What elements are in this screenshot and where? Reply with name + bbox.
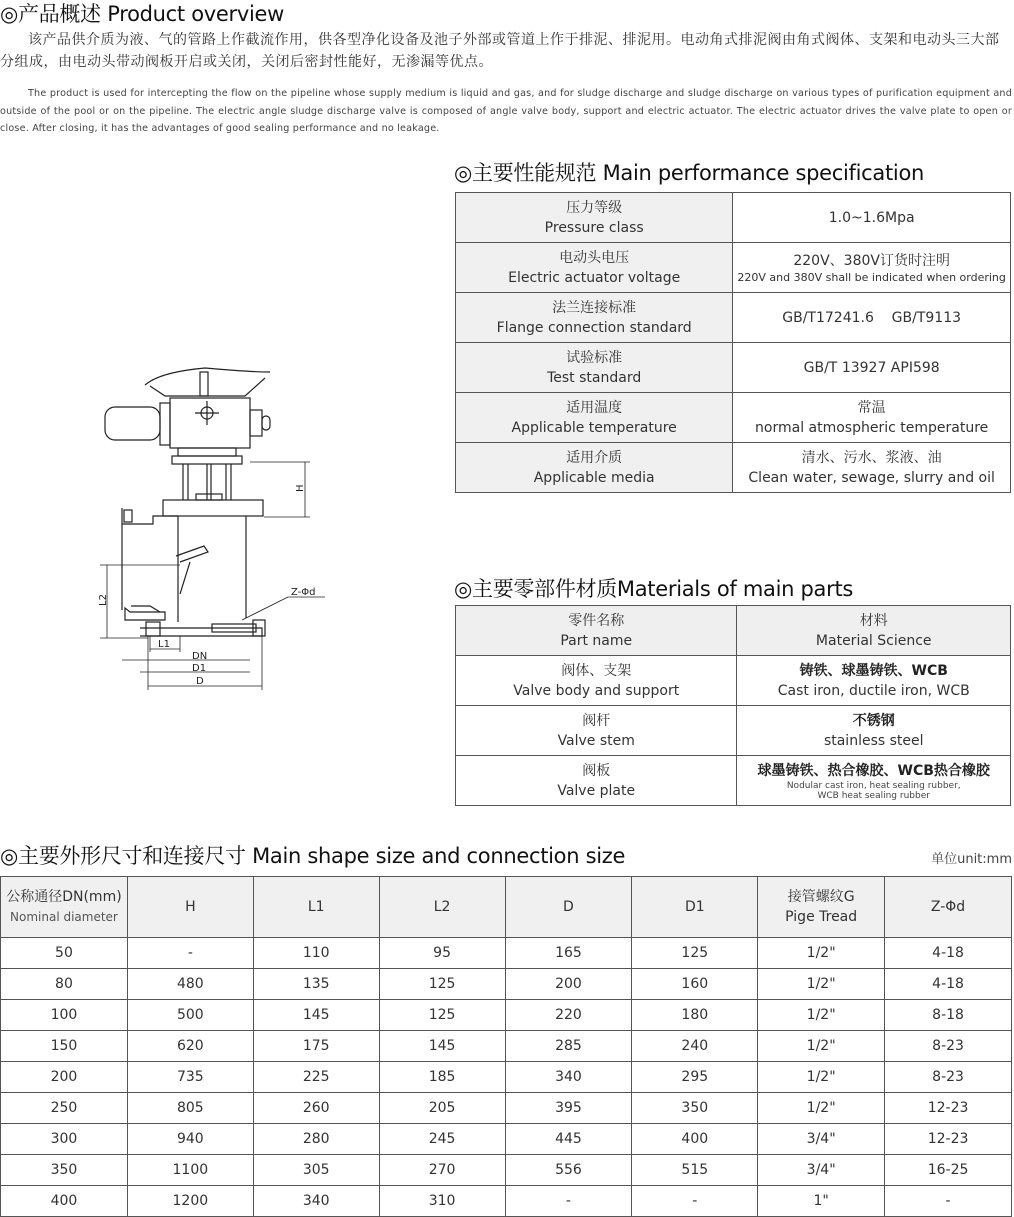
table-cell: 285: [505, 1031, 632, 1062]
materials-row: [456, 656, 1011, 706]
table-cell: -: [127, 938, 253, 969]
col-header-z: Z-Φd: [885, 877, 1012, 938]
table-cell: 480: [127, 969, 253, 1000]
part-name-en: Valve body and support: [513, 682, 680, 699]
table-cell: 100: [1, 1000, 128, 1031]
table-cell: 135: [253, 969, 379, 1000]
spec-row: [456, 393, 1011, 443]
spec-value: 1.0~1.6Mpa: [828, 209, 915, 226]
overview-title: ◎产品概述 Product overview: [0, 2, 284, 26]
table-cell: 805: [127, 1093, 253, 1124]
table-cell: 3/4": [758, 1155, 885, 1186]
table-cell: 95: [379, 938, 505, 969]
col-header-g: 接管螺纹G Pige Tread: [758, 877, 885, 938]
table-row: [1, 1000, 1012, 1031]
spec-key-cn: 法兰连接标准: [552, 299, 637, 316]
table-cell: 165: [505, 938, 632, 969]
table-cell: 310: [379, 1186, 505, 1217]
spec-key-cn: 适用温度: [566, 399, 623, 416]
table-row: [1, 1155, 1012, 1186]
spec-key-en: Pressure class: [544, 219, 644, 236]
table-cell: 200: [505, 969, 632, 1000]
valve-diagram: [90, 362, 350, 702]
spec-value: 220V、380V订货时注明: [793, 252, 950, 269]
col-header-l1: L1: [253, 877, 379, 938]
table-row: [1, 1186, 1012, 1217]
table-cell: 8-18: [885, 1000, 1012, 1031]
spec-value: 清水、污水、浆液、油: [801, 449, 942, 466]
material-cn: 不锈钢: [852, 712, 895, 729]
table-cell: 280: [253, 1124, 379, 1155]
table-cell: 1/2": [758, 1093, 885, 1124]
table-cell: -: [505, 1186, 632, 1217]
materials-header-part-en: Part name: [560, 632, 633, 649]
dim-label-dn: DN: [192, 651, 208, 662]
col-header-d1: D1: [632, 877, 758, 938]
part-name-en: Valve plate: [557, 782, 636, 799]
part-name-en: Valve stem: [557, 732, 635, 749]
table-cell: 260: [253, 1093, 379, 1124]
table-cell: 225: [253, 1062, 379, 1093]
table-cell: 8-23: [885, 1062, 1012, 1093]
spec-row: [456, 343, 1011, 393]
table-cell: 1": [758, 1186, 885, 1217]
table-cell: 80: [1, 969, 128, 1000]
table-cell: 500: [127, 1000, 253, 1031]
table-cell: 16-25: [885, 1155, 1012, 1186]
spec-key-cn: 适用介质: [566, 449, 623, 466]
table-cell: 340: [253, 1186, 379, 1217]
spec-key-cn: 电动头电压: [559, 249, 630, 266]
table-cell: 340: [505, 1062, 632, 1093]
material-en-line2: WCB heat sealing rubber: [817, 790, 930, 801]
spec-value: GB/T 13927 API598: [803, 359, 940, 376]
spec-row: [456, 193, 1011, 243]
table-cell: 350: [1, 1155, 128, 1186]
spec-key-en: Electric actuator voltage: [508, 269, 681, 286]
materials-header-row: [456, 606, 1011, 656]
table-cell: 250: [1, 1093, 128, 1124]
col-header-l2: L2: [379, 877, 505, 938]
table-cell: 556: [505, 1155, 632, 1186]
table-cell: 175: [253, 1031, 379, 1062]
table-cell: 145: [379, 1031, 505, 1062]
dim-label-h: H: [295, 484, 306, 492]
spec-title: ◎主要性能规范 Main performance specification: [454, 161, 925, 185]
table-cell: 1/2": [758, 969, 885, 1000]
table-cell: 205: [379, 1093, 505, 1124]
table-cell: 620: [127, 1031, 253, 1062]
table-cell: 145: [253, 1000, 379, 1031]
table-row: [1, 1031, 1012, 1062]
part-name-cn: 阀体、支架: [561, 662, 632, 679]
table-row: [1, 938, 1012, 969]
material-en-line1: Nodular cast iron, heat sealing rubber,: [786, 780, 961, 791]
table-cell: 3/4": [758, 1124, 885, 1155]
table-row: [1, 1093, 1012, 1124]
spec-key-cn: 压力等级: [566, 199, 623, 216]
unit-label: 单位unit:mm: [931, 852, 1012, 867]
table-cell: 400: [1, 1186, 128, 1217]
table-cell: 270: [379, 1155, 505, 1186]
table-row: [1, 969, 1012, 1000]
materials-table: [455, 605, 1011, 806]
part-name-cn: 阀板: [582, 762, 611, 779]
table-cell: 295: [632, 1062, 758, 1093]
table-cell: 4-18: [885, 938, 1012, 969]
spec-key-en: Applicable media: [533, 469, 655, 486]
table-cell: 1/2": [758, 1062, 885, 1093]
table-cell: 125: [632, 938, 758, 969]
materials-row: [456, 756, 1011, 806]
table-cell: 305: [253, 1155, 379, 1186]
table-cell: -: [632, 1186, 758, 1217]
table-cell: 12-23: [885, 1124, 1012, 1155]
table-cell: 1/2": [758, 1031, 885, 1062]
dimensions-table: [0, 876, 1012, 1217]
table-cell: 125: [379, 1000, 505, 1031]
table-cell: 445: [505, 1124, 632, 1155]
spec-value-en: 220V and 380V shall be indicated when ordering: [737, 270, 1006, 284]
table-cell: 50: [1, 938, 128, 969]
table-cell: 350: [632, 1093, 758, 1124]
spec-row: [456, 243, 1011, 293]
table-cell: 1/2": [758, 938, 885, 969]
table-cell: 400: [632, 1124, 758, 1155]
materials-title: ◎主要零部件材质Materials of main parts: [454, 577, 854, 601]
table-cell: 8-23: [885, 1031, 1012, 1062]
dim-label-d1: D1: [192, 663, 207, 674]
table-cell: 160: [632, 969, 758, 1000]
table-cell: 1100: [127, 1155, 253, 1186]
table-cell: 245: [379, 1124, 505, 1155]
dimensions-body: [1, 938, 1012, 1217]
table-cell: 150: [1, 1031, 128, 1062]
dim-label-d: D: [196, 676, 204, 687]
spec-key-cn: 试验标准: [566, 349, 623, 366]
spec-key-en: Test standard: [547, 369, 642, 386]
materials-header-material-cn: 材料: [859, 612, 888, 629]
table-row: [1, 1124, 1012, 1155]
spec-row: [456, 443, 1011, 493]
table-cell: 185: [379, 1062, 505, 1093]
materials-row: [456, 706, 1011, 756]
dimensions-title: ◎主要外形尺寸和连接尺寸 Main shape size and connection size: [0, 844, 626, 868]
table-cell: 220: [505, 1000, 632, 1031]
table-cell: 940: [127, 1124, 253, 1155]
dimensions-header-row: [1, 877, 1012, 938]
table-row: [1, 1062, 1012, 1093]
material-en: Cast iron, ductile iron, WCB: [777, 682, 970, 699]
table-cell: 180: [632, 1000, 758, 1031]
table-cell: 110: [253, 938, 379, 969]
spec-key-en: Applicable temperature: [511, 419, 677, 436]
table-cell: 12-23: [885, 1093, 1012, 1124]
table-cell: 125: [379, 969, 505, 1000]
col-header-dn: 公称通径DN(mm) Nominal diameter: [1, 877, 128, 938]
table-cell: 1/2": [758, 1000, 885, 1031]
table-cell: -: [885, 1186, 1012, 1217]
table-cell: 240: [632, 1031, 758, 1062]
part-name-cn: 阀杆: [582, 712, 611, 729]
materials-header-material-en: Material Science: [815, 632, 932, 649]
overview-cn-text: 该产品供介质为液、气的管路上作截流作用，供各型净化设备及池子外部或管道上作于排泥、排泥用。电动角式排泥阀由角式阀体、支架和电动头三大部分组成，由电动头带动阀板开启或关闭，关闭后密封性能好，无渗漏等优点。: [0, 32, 1000, 70]
dim-label-zphid: Z-Φd: [291, 587, 316, 598]
table-cell: 1200: [127, 1186, 253, 1217]
material-cn: 铸铁、球墨铸铁、WCB: [799, 662, 948, 679]
spec-row: [456, 293, 1011, 343]
col-header-d: D: [505, 877, 632, 938]
table-cell: 200: [1, 1062, 128, 1093]
spec-table: [455, 192, 1011, 493]
spec-value: 常温: [857, 399, 886, 416]
dim-label-l1: L1: [158, 639, 170, 650]
material-en: stainless steel: [823, 732, 924, 749]
dim-label-l2: L2: [98, 594, 109, 606]
col-header-h: H: [127, 877, 253, 938]
table-cell: 735: [127, 1062, 253, 1093]
spec-value-en: normal atmospheric temperature: [755, 419, 989, 436]
overview-en-text: The product is used for intercepting the flow on the pipeline whose supply medium is liquid and gas, and for sludge discharge and sludge discharge on various types of purification equipment and outside of the pool or on the pipeline. The electric angle sludge discharge valve is composed of angle valve body, support and electric actuator. The electric actuator drives the valve plate to open or close. After closing, it has the advantages of good sealing performance and no leakage.: [0, 88, 1012, 134]
table-cell: 4-18: [885, 969, 1012, 1000]
table-cell: 515: [632, 1155, 758, 1186]
material-cn: 球墨铸铁、热合橡胶、WCB热合橡胶: [757, 762, 990, 779]
materials-header-part-cn: 零件名称: [568, 612, 625, 629]
spec-value: GB/T17241.6 GB/T9113: [782, 309, 962, 326]
spec-key-en: Flange connection standard: [496, 319, 692, 336]
table-cell: 395: [505, 1093, 632, 1124]
table-cell: 300: [1, 1124, 128, 1155]
spec-value-en: Clean water, sewage, slurry and oil: [748, 469, 995, 486]
